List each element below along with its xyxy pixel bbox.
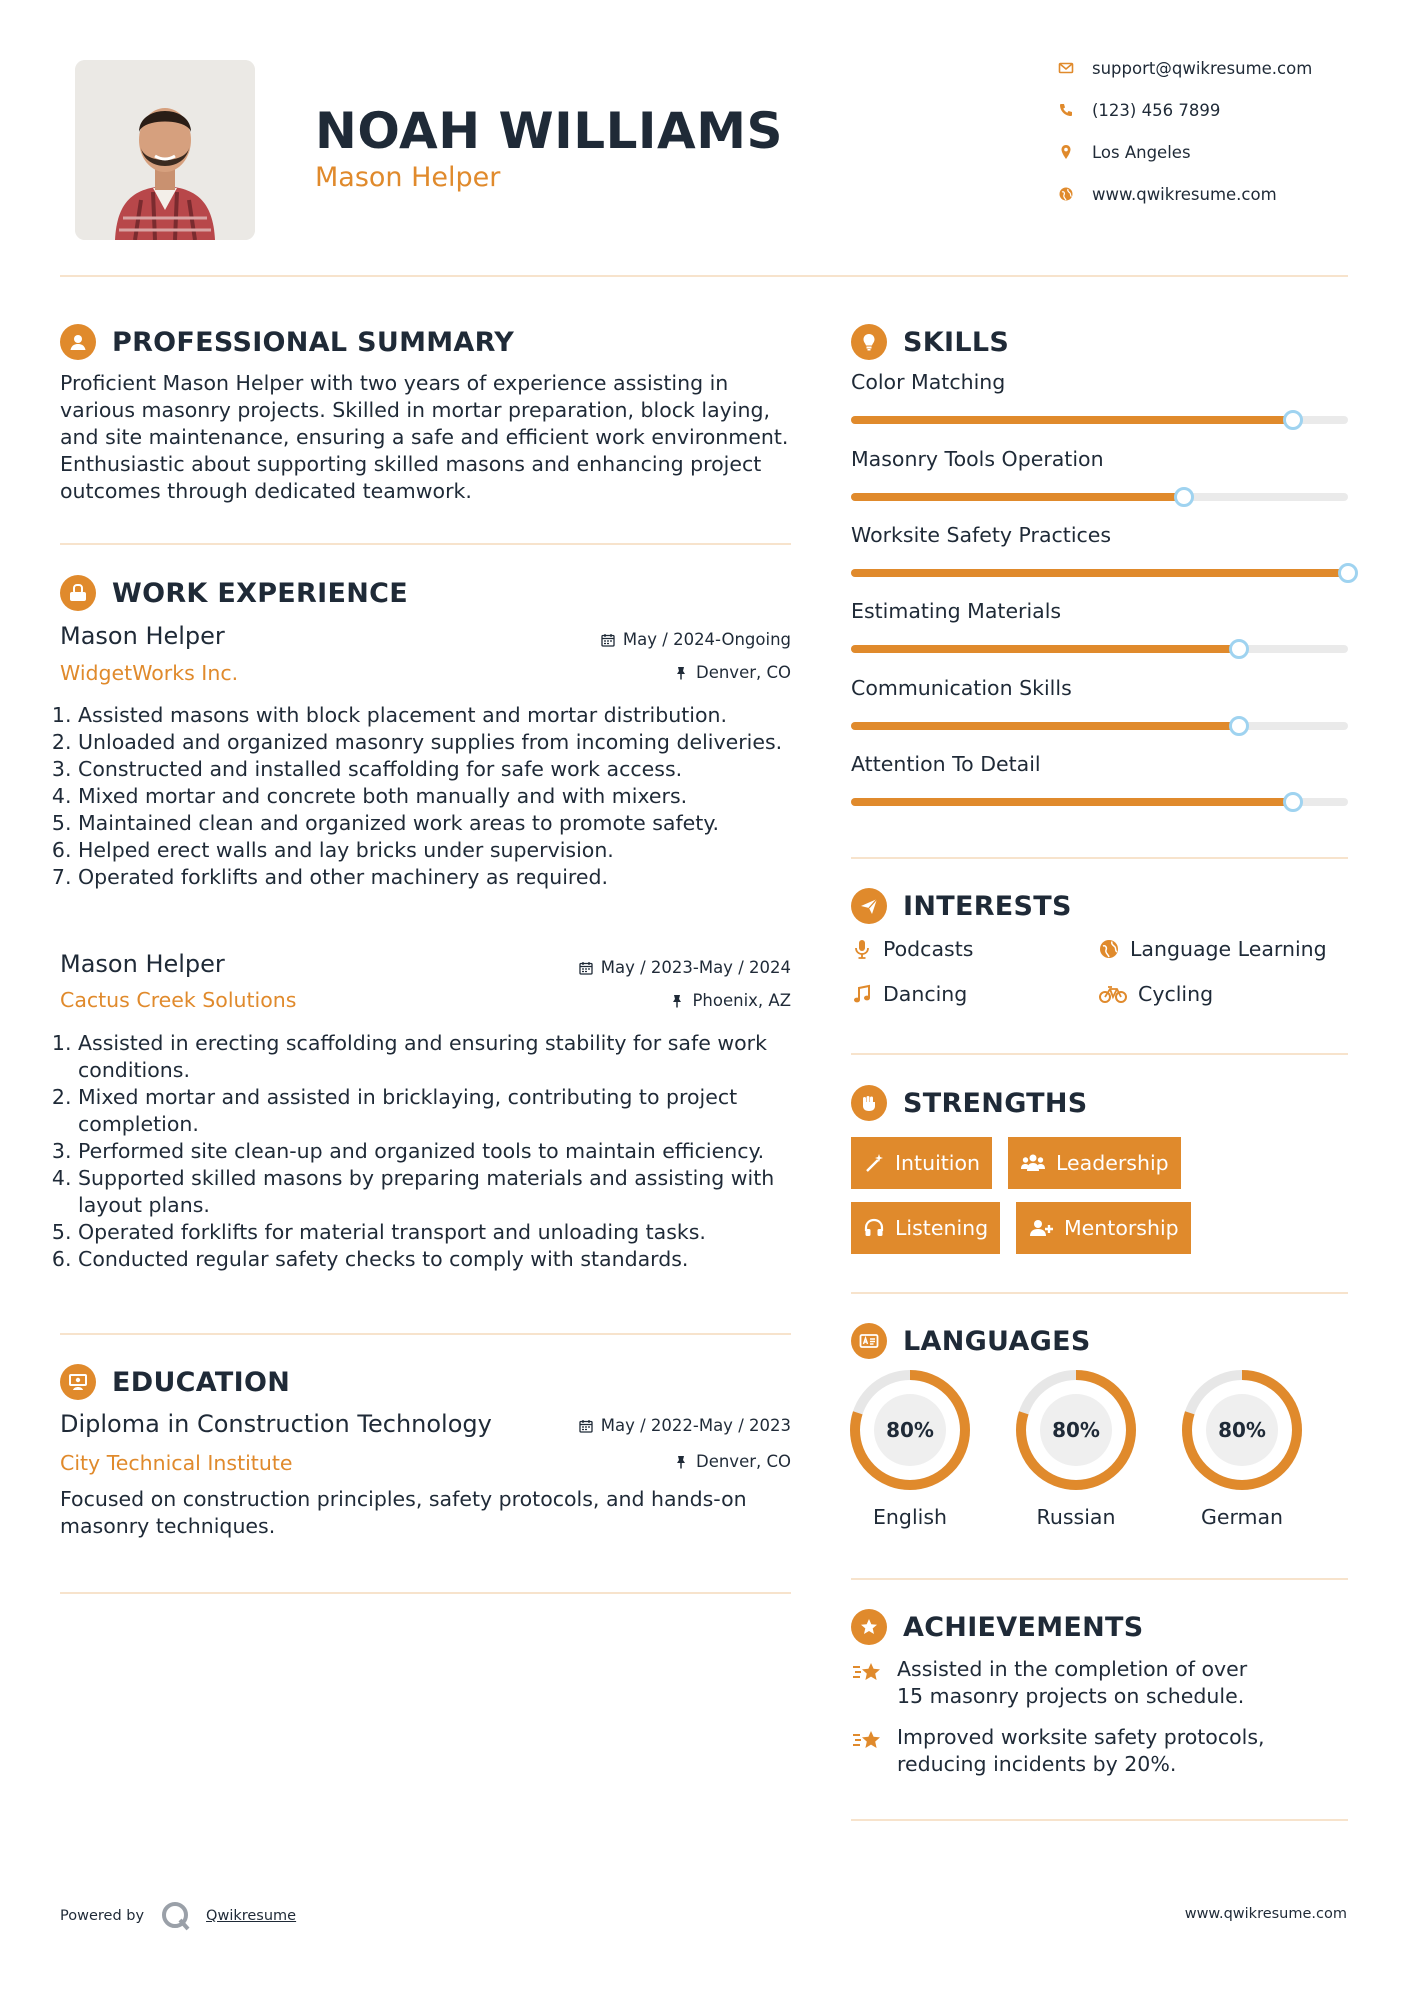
skill-bar-knob bbox=[1338, 563, 1358, 583]
education-title: EDUCATION bbox=[112, 1366, 291, 1398]
interests-title: INTERESTS bbox=[903, 890, 1072, 922]
job-2-title: Mason Helper bbox=[60, 950, 225, 978]
duty-item: 6. Helped erect walls and lay bricks under supervision. bbox=[78, 837, 794, 864]
candidate-name: NOAH WILLIAMS bbox=[315, 102, 783, 160]
users-icon bbox=[1020, 1152, 1046, 1174]
skills-heading bbox=[851, 324, 1009, 360]
interest-label: Cycling bbox=[1138, 982, 1214, 1006]
globe-icon bbox=[1098, 938, 1120, 960]
achievement-text: Improved worksite safety protocols, reducing incidents by 20%. bbox=[897, 1725, 1265, 1776]
footer-powered-text: Powered by bbox=[60, 1908, 145, 1924]
skill-bar-fill bbox=[851, 416, 1293, 424]
duty-item: 4. Supported skilled masons by preparing materials and assisting with layout plans. bbox=[78, 1165, 794, 1219]
skill-bar-knob bbox=[1229, 716, 1249, 736]
globe-icon bbox=[1055, 183, 1077, 205]
language-name: Russian bbox=[1036, 1505, 1116, 1529]
strength-label: Leadership bbox=[1056, 1151, 1169, 1175]
user-plus-icon bbox=[1028, 1217, 1054, 1239]
profile-photo bbox=[75, 60, 255, 240]
contact-location-text: Los Angeles bbox=[1092, 142, 1191, 162]
languages-title: LANGUAGES bbox=[903, 1325, 1091, 1357]
contact-website-text: www.qwikresume.com bbox=[1092, 184, 1277, 204]
microphone-icon bbox=[851, 938, 873, 960]
paper-plane-icon bbox=[851, 888, 887, 924]
experience-title: WORK EXPERIENCE bbox=[112, 577, 408, 609]
strength-label: Listening bbox=[895, 1216, 989, 1240]
duty-item: 5. Maintained clean and organized work areas to promote safety. bbox=[78, 810, 794, 837]
skill-3-label: Worksite Safety Practices bbox=[851, 523, 1112, 547]
language-name: German bbox=[1200, 1505, 1284, 1529]
job-2-date bbox=[500, 958, 791, 977]
job-1-date bbox=[500, 630, 791, 649]
education-date bbox=[500, 1416, 791, 1435]
pushpin-icon bbox=[674, 1455, 688, 1469]
achievement-text: Assisted in the completion of over 15 masonry projects on schedule. bbox=[897, 1657, 1248, 1708]
languages-heading bbox=[851, 1323, 1091, 1359]
job-1-duties bbox=[54, 702, 794, 891]
strength-chip bbox=[1008, 1137, 1181, 1189]
strengths-title: STRENGTHS bbox=[903, 1087, 1088, 1119]
headphones-icon bbox=[863, 1217, 885, 1239]
language-card-icon bbox=[851, 1323, 887, 1359]
language-percent: 80% bbox=[1218, 1418, 1266, 1442]
envelope-icon bbox=[1055, 57, 1077, 79]
interest-label: Dancing bbox=[883, 982, 968, 1006]
skill-bar bbox=[851, 569, 1348, 577]
contact-phone-text: (123) 456 7899 bbox=[1092, 100, 1221, 120]
education-location bbox=[500, 1452, 791, 1471]
skills-title: SKILLS bbox=[903, 326, 1010, 358]
skill-1-label: Color Matching bbox=[851, 370, 1006, 394]
footer-powered-by bbox=[60, 1900, 296, 1932]
strength-label: Mentorship bbox=[1064, 1216, 1179, 1240]
music-icon bbox=[851, 983, 873, 1005]
language-percent: 80% bbox=[1052, 1418, 1100, 1442]
duty-item: 2. Unloaded and organized masonry supplies from incoming deliveries. bbox=[78, 729, 794, 756]
summary-text: Proficient Mason Helper with two years of experience assisting in various masonry projects. Skilled in mortar preparation, block laying, and site maintenance, ensuring a safe and efficient work environment. Enthusiastic about supporting skilled masons and enhancing project outcomes through dedicated teamwork. bbox=[60, 371, 789, 503]
interest-item bbox=[851, 937, 973, 961]
strength-chip bbox=[1016, 1202, 1191, 1254]
skill-bar-knob bbox=[1283, 410, 1303, 430]
skill-2-label: Masonry Tools Operation bbox=[851, 447, 1104, 471]
job-1-location bbox=[500, 663, 791, 682]
star-badge-icon bbox=[851, 1609, 887, 1645]
fist-icon bbox=[851, 1085, 887, 1121]
shooting-star-icon bbox=[851, 1658, 883, 1688]
contact-website[interactable] bbox=[1055, 183, 1355, 205]
achievements-heading bbox=[851, 1609, 1144, 1645]
briefcase-icon bbox=[60, 575, 96, 611]
education-date-text: May / 2022-May / 2023 bbox=[600, 1416, 791, 1435]
job-2-location-text: Phoenix, AZ bbox=[692, 991, 791, 1010]
strength-label: Intuition bbox=[895, 1151, 981, 1175]
skill-bar-fill bbox=[851, 569, 1348, 577]
job-1-company: WidgetWorks Inc. bbox=[60, 661, 239, 685]
summary-heading bbox=[60, 324, 514, 360]
interest-label: Podcasts bbox=[883, 937, 974, 961]
education-school: City Technical Institute bbox=[60, 1451, 293, 1475]
language-name: English bbox=[872, 1505, 948, 1529]
phone-icon bbox=[1055, 99, 1077, 121]
education-divider bbox=[60, 1592, 791, 1594]
skill-bar bbox=[851, 645, 1348, 653]
skill-bar-knob bbox=[1174, 487, 1194, 507]
qwikresume-logo-icon bbox=[160, 1900, 192, 1932]
contact-location bbox=[1055, 141, 1355, 163]
lightbulb-icon bbox=[851, 324, 887, 360]
language-ring bbox=[848, 1368, 972, 1492]
contact-phone[interactable] bbox=[1055, 99, 1355, 121]
experience-heading bbox=[60, 575, 408, 611]
graduation-icon bbox=[60, 1364, 96, 1400]
user-icon bbox=[60, 324, 96, 360]
duty-item: 3. Performed site clean-up and organized tools to maintain efficiency. bbox=[78, 1138, 794, 1165]
duty-item: 6. Conducted regular safety checks to comply with standards. bbox=[78, 1246, 794, 1273]
job-2-duties bbox=[54, 1030, 794, 1273]
duty-item: 2. Mixed mortar and assisted in bricklaying, contributing to project completion. bbox=[78, 1084, 794, 1138]
summary-title: PROFESSIONAL SUMMARY bbox=[112, 326, 515, 358]
summary-divider bbox=[60, 543, 791, 545]
job-1-title: Mason Helper bbox=[60, 622, 225, 650]
interest-item bbox=[1098, 982, 1213, 1006]
interest-label: Language Learning bbox=[1130, 937, 1327, 961]
education-description: Focused on construction principles, safety protocols, and hands-on masonry techniques. bbox=[60, 1487, 747, 1538]
interest-item bbox=[1098, 937, 1327, 961]
achievements-title: ACHIEVEMENTS bbox=[903, 1611, 1144, 1643]
achievement-item bbox=[851, 1656, 1271, 1710]
contact-email[interactable] bbox=[1055, 57, 1355, 79]
interests-heading bbox=[851, 888, 1072, 924]
calendar-icon bbox=[601, 633, 615, 647]
shooting-star-icon bbox=[851, 1726, 883, 1756]
language-ring bbox=[1180, 1368, 1304, 1492]
skills-divider bbox=[851, 857, 1348, 859]
job-1-date-text: May / 2024-Ongoing bbox=[622, 630, 791, 649]
skill-5-label: Communication Skills bbox=[851, 676, 1072, 700]
languages-divider bbox=[851, 1578, 1348, 1580]
strength-chip bbox=[851, 1137, 992, 1189]
skill-6-label: Attention To Detail bbox=[851, 752, 1041, 776]
duty-item: 1. Assisted in erecting scaffolding and ensuring stability for safe work conditions. bbox=[78, 1030, 794, 1084]
skill-bar bbox=[851, 722, 1348, 730]
candidate-role: Mason Helper bbox=[315, 162, 501, 193]
map-pin-icon bbox=[1055, 141, 1077, 163]
skill-bar-fill bbox=[851, 493, 1184, 501]
strength-chip bbox=[851, 1202, 1000, 1254]
calendar-icon bbox=[579, 961, 593, 975]
skill-bar bbox=[851, 493, 1348, 501]
skill-bar bbox=[851, 416, 1348, 424]
strengths-divider bbox=[851, 1292, 1348, 1294]
skill-bar-fill bbox=[851, 798, 1293, 806]
pushpin-icon bbox=[674, 666, 688, 680]
duty-item: 1. Assisted masons with block placement and mortar distribution. bbox=[78, 702, 794, 729]
interests-divider bbox=[851, 1053, 1348, 1055]
skill-bar-knob bbox=[1283, 792, 1303, 812]
footer-brand-link[interactable]: Qwikresume bbox=[206, 1908, 297, 1924]
language-ring bbox=[1014, 1368, 1138, 1492]
job-2-location bbox=[500, 991, 791, 1010]
magic-wand-icon bbox=[863, 1152, 885, 1174]
header-divider bbox=[60, 275, 1348, 277]
job-1-location-text: Denver, CO bbox=[695, 663, 791, 682]
calendar-icon bbox=[579, 1419, 593, 1433]
duty-item: 7. Operated forklifts and other machinery as required. bbox=[78, 864, 794, 891]
skill-bar-fill bbox=[851, 722, 1239, 730]
job-2-company: Cactus Creek Solutions bbox=[60, 988, 297, 1012]
duty-item: 5. Operated forklifts for material transport and unloading tasks. bbox=[78, 1219, 794, 1246]
achievement-item bbox=[851, 1724, 1271, 1778]
job-2-date-text: May / 2023-May / 2024 bbox=[600, 958, 791, 977]
skill-bar bbox=[851, 798, 1348, 806]
duty-item: 3. Constructed and installed scaffolding for safe work access. bbox=[78, 756, 794, 783]
education-heading bbox=[60, 1364, 290, 1400]
achievements-divider bbox=[851, 1819, 1348, 1821]
strengths-heading bbox=[851, 1085, 1088, 1121]
skill-4-label: Estimating Materials bbox=[851, 599, 1062, 623]
language-percent: 80% bbox=[886, 1418, 934, 1442]
duty-item: 4. Mixed mortar and concrete both manually and with mixers. bbox=[78, 783, 794, 810]
skill-bar-fill bbox=[851, 645, 1239, 653]
bicycle-icon bbox=[1098, 983, 1128, 1005]
pushpin-icon bbox=[670, 994, 684, 1008]
education-location-text: Denver, CO bbox=[695, 1452, 791, 1471]
contact-email-text: support@qwikresume.com bbox=[1092, 58, 1313, 78]
skill-bar-knob bbox=[1229, 639, 1249, 659]
experience-divider bbox=[60, 1333, 791, 1335]
education-degree: Diploma in Construction Technology bbox=[60, 1410, 492, 1438]
footer-website-link[interactable]: www.qwikresume.com bbox=[1184, 1906, 1347, 1922]
interest-item bbox=[851, 982, 967, 1006]
